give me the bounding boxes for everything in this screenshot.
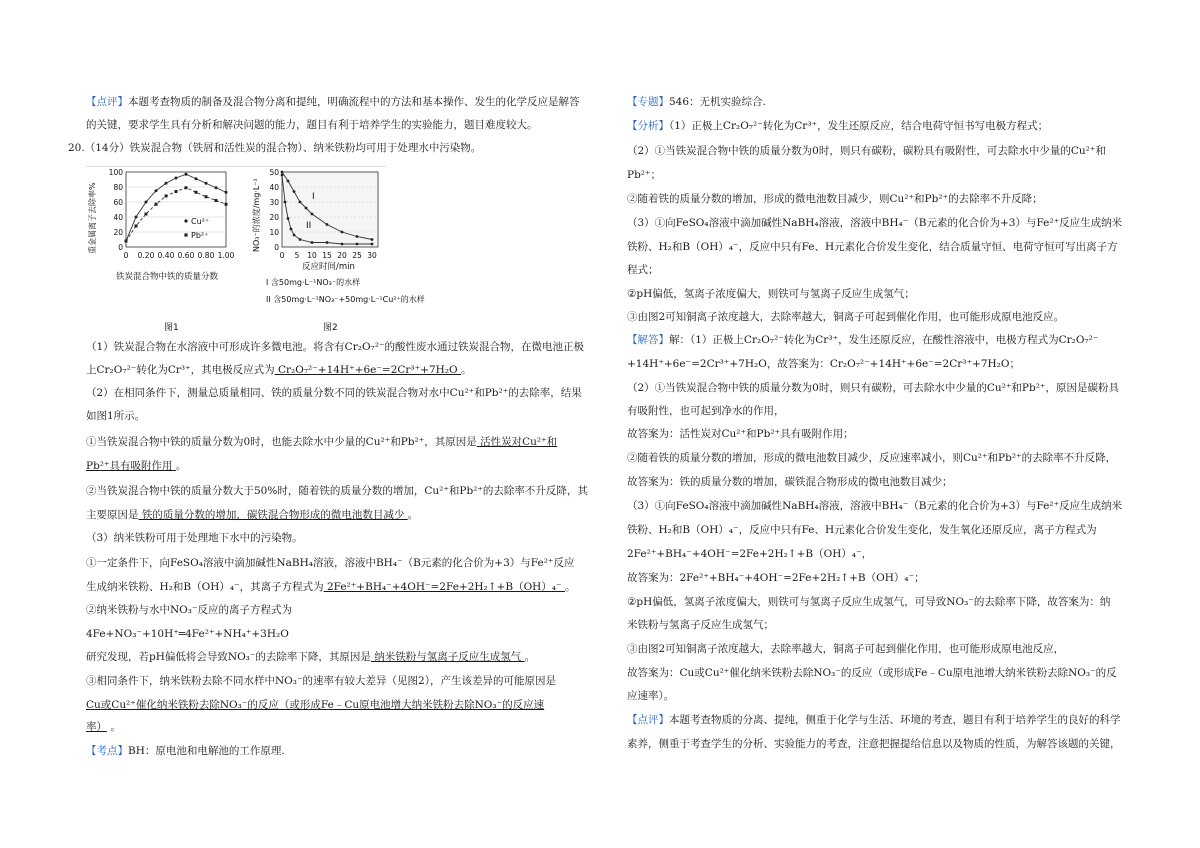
- fig2-xtick: 30: [367, 251, 377, 260]
- fig2-xtick: 5: [294, 251, 300, 260]
- fig2-ylabel: NO₃⁻的浓度/mg·L⁻¹: [252, 178, 261, 252]
- fig2-note-II: II 含50mg·L⁻¹NO₃⁻+50mg·L⁻¹Cu²⁺的水样: [266, 295, 425, 304]
- answer-2-1a: 活性炭对Cu²⁺和: [476, 436, 558, 448]
- jieda-line-16: 应速率）。: [627, 690, 675, 702]
- fenxi-line-9: ③由图2可知铜离子浓度越大，去除率越大，铜离子可起到催化作用，也可能形成原电池反应。: [627, 311, 1065, 323]
- fig1-cu-point: [145, 201, 148, 204]
- fig1-pb-point: [205, 195, 208, 198]
- fig1-cu-point: [185, 173, 188, 176]
- jieda-line-12: ②pH偏低，氢离子浓度偏大，则铁可与氢离子反应生成氢气，可导致NO₃⁻的去除率下降，故答案为：纳: [627, 596, 1111, 608]
- p3-line-c: [86, 576, 575, 599]
- fig2-ytick: 10: [269, 228, 279, 237]
- dianping-bracket: 【点评】: [627, 714, 669, 726]
- fig1-pb-point: [145, 213, 148, 216]
- answer-2-1b: Pb²⁺具有吸附作用: [86, 460, 176, 472]
- fig2-xlabel: 反应时间/min: [302, 262, 355, 272]
- fig2-xtick: 10: [307, 251, 317, 260]
- fig1-xtick: 0.60: [177, 251, 195, 260]
- fenxi-line-5: （3）①向FeSO₄溶液中滴加碱性NaBH₄溶液，溶液中BH₄⁻（B元素的化合价为+3）与Fe²⁺反应生成纳米: [627, 217, 1123, 229]
- fig2-II-point: [341, 243, 344, 246]
- fig2-II-point: [287, 217, 290, 220]
- fig1-pb-point: [155, 203, 158, 206]
- figures: [86, 166, 425, 338]
- fenxi-line-3: Pb²⁺；: [627, 169, 662, 181]
- p3c-suffix: 。: [564, 581, 576, 593]
- fig2-I-point: [356, 235, 359, 238]
- fig2-II-point: [371, 243, 374, 246]
- fig1-cu-point: [215, 186, 218, 189]
- fenxi-line-2: （2）①当铁炭混合物中铁的质量分数为0时，则只有碳粉，碳粉具有吸附性，可去除水中少量的Cu²⁺和: [627, 145, 1106, 157]
- comment-bracket: 【点评】: [86, 96, 128, 108]
- dianping-line-1: [627, 709, 1121, 732]
- fig1-pb-point: [195, 191, 198, 194]
- answer-3-3b: 率）: [86, 721, 107, 733]
- p3-line-e: 4Fe+NO₃⁻+10H⁺═4Fe²⁺+NH₄⁺+3H₂O: [86, 628, 289, 640]
- answer-3-3a: Cu或Cu²⁺催化纳米铁粉去除NO₃⁻的反应（或形成Fe﹣Cu原电池增大纳米铁粉去除NO₃⁻的反应速: [86, 699, 545, 711]
- zhuanti-text: 546：无机实验综合.: [669, 96, 766, 108]
- fig1-ytick: 0: [118, 243, 123, 252]
- p3c-prefix: 生成纳米铁粉、H₂和B（OH）₄⁻，其离子方程式为: [86, 581, 324, 593]
- jieda-line-7: 故答案为：铁的质量分数的增加，碳铁混合物形成的微电池数目减少；: [627, 476, 953, 488]
- p3-line-d: ②纳米铁粉与水中NO₃⁻反应的离子方程式为: [86, 604, 293, 616]
- p2-line-c: [86, 431, 557, 454]
- fig2-caption: 图2: [323, 323, 338, 333]
- fig1-legend-cu: Cu²⁺: [191, 217, 210, 226]
- question-stem: （14分）铁炭混合物（铁屑和活性炭的混合物）、纳米铁粉均可用于处理水中污染物。: [84, 142, 482, 154]
- jieda-line-4: 有吸附性，也可起到净水的作用，: [627, 405, 785, 417]
- fig2-label-II: II: [306, 221, 312, 231]
- fig2-xtick: 20: [337, 251, 347, 260]
- p2f-suffix: 。: [407, 509, 419, 521]
- jieda-line-2: +14H⁺+6e⁻=2Cr³⁺+7H₂O，故答案为：Cr₂O₇²⁻+14H⁺+6e⁻=2Cr³⁺+7H₂O；: [627, 358, 1020, 370]
- fig1-legend-cu-marker: [184, 219, 187, 222]
- fenxi-text-1: （1）正极上Cr₂O₇²⁻转化为Cr³⁺，发生还原反应，结合电荷守恒书写电极方程式；: [669, 120, 1049, 132]
- p1-prefix: 上Cr₂O₇²⁻转化为Cr³⁺，其电极反应式为: [86, 364, 275, 376]
- p2-line-d: [86, 455, 186, 478]
- fig2-ytick: 30: [269, 198, 279, 207]
- fig1-ytick: 40: [113, 213, 123, 222]
- jieda-line-15: 故答案为：Cu或Cu²⁺催化纳米铁粉去除NO₃⁻的反应（或形成Fe﹣Cu原电池增大纳米铁粉去除NO₃⁻的反: [627, 667, 1117, 679]
- p3f-suffix: 。: [524, 651, 536, 663]
- fig1-cu-point: [165, 182, 168, 185]
- answer-3-2: 纳米铁粉与氢离子反应生成氢气: [370, 651, 525, 663]
- fig2-I-point: [305, 207, 308, 210]
- p2-line-a: （2）在相同条件下，测量总质量相同、铁的质量分数不同的铁炭混合物对水中Cu²⁺和Pb²⁺的去除率，结果: [86, 387, 582, 399]
- fenxi-line-4: ②随着铁的质量分数的增加，形成的微电池数目减少，则Cu²⁺和Pb²⁺的去除率不升反降；: [627, 193, 1043, 205]
- jieda-line-1: [627, 329, 1098, 352]
- fig2-II-point: [326, 241, 329, 244]
- jieda-bracket: 【解答】: [627, 334, 669, 346]
- answer-1: Cr₂O₇²⁻+14H⁺+6e⁻=2Cr³⁺+7H₂O: [274, 364, 461, 376]
- fig2-note-I: I 含50mg·L⁻¹NO₃⁻的水样: [266, 278, 361, 287]
- comment-line-1: [86, 91, 580, 114]
- fig1-pb-point: [185, 186, 188, 189]
- fig2-xtick: 25: [352, 251, 362, 260]
- p3f-prefix: 研究发现，若pH偏低将会导致NO₃⁻的去除率下降，其原因是: [86, 651, 371, 663]
- p3-line-a: （3）纳米铁粉可用于处理地下水中的污染物。: [86, 532, 303, 544]
- fig2-I-point: [326, 223, 329, 226]
- fig1-pb-point: [225, 203, 228, 206]
- fig1-caption: 图1: [164, 323, 179, 333]
- fig2-II-point: [293, 234, 296, 237]
- fig1-xtick: 1.00: [217, 251, 235, 260]
- zhuanti-line: [627, 91, 766, 114]
- p3-line-f: [86, 646, 535, 669]
- fig1-pb-point: [135, 225, 138, 228]
- p3-line-h: [86, 694, 544, 717]
- fig2-I-point: [287, 180, 290, 183]
- jieda-line-8: （3）①向FeSO₄溶液中滴加碱性NaBH₄溶液，溶液中BH₄⁻（B元素的化合价为+3）与Fe²⁺反应生成纳米: [627, 500, 1123, 512]
- fig2-frame: [282, 172, 378, 247]
- kaodian-line: [86, 740, 285, 763]
- fig1-xtick: 0.20: [137, 251, 155, 260]
- p2c-prefix: ①当铁炭混合物中铁的质量分数为0时，也能去除水中少量的Cu²⁺和Pb²⁺，其原因是: [86, 436, 477, 448]
- kaodian-bracket: 【考点】: [86, 745, 128, 757]
- fig1-ytick: 20: [113, 228, 123, 237]
- jieda-line-10: 2Fe²⁺+BH₄⁻+4OH⁻=2Fe+2H₂↑+B（OH）₄⁻，: [627, 548, 873, 560]
- fig1-legend-pb: Pb²⁺: [191, 231, 209, 240]
- jieda-text-1: 解：（1）正极上Cr₂O₇²⁻转化为Cr³⁺，发生还原反应，在酸性溶液中，电极方程式为Cr₂O₇²⁻: [669, 334, 1099, 346]
- jieda-line-6: ②随着铁的质量分数的增加，形成的微电池数目减少，反应速率减小，则Cu²⁺和Pb²⁺的去除率不升反降，: [627, 452, 1117, 464]
- fig2-II-point: [284, 201, 287, 204]
- dianping-text-1: 本题考查物质的分离、提纯，侧重于化学与生活、环境的考查，题目有利于培养学生的良好的科学: [669, 714, 1121, 726]
- fig2-ytick: 20: [269, 213, 279, 222]
- fig1-ytick: 80: [113, 183, 123, 192]
- fig1-pb-point: [165, 195, 168, 198]
- fig1-xtick: 0.80: [197, 251, 215, 260]
- fig1-pb-point: [175, 190, 178, 193]
- p2f-prefix: 主要原因是: [86, 509, 139, 521]
- fig2-I-point: [341, 231, 344, 234]
- fenxi-line-1: [627, 115, 1048, 138]
- fenxi-line-8: ②pH偏低，氢离子浓度偏大，则铁可与氢离子反应生成氢气；: [627, 288, 915, 300]
- fig2-ytick: 50: [269, 168, 279, 177]
- zhuanti-bracket: 【专题】: [627, 96, 669, 108]
- fig1-cu-point: [205, 182, 208, 185]
- fig2-II-point: [299, 238, 302, 241]
- fenxi-line-6: 铁粉、H₂和B（OH）₄⁻，反应中只有Fe、H元素化合价发生变化，结合质量守恒、电荷守恒可写出离子方: [627, 241, 1118, 253]
- p3-line-g: ③相同条件下，纳米铁粉去除不同水样中NO₃⁻的速率有较大差异（见图2），产生该差异的可能原因是: [86, 675, 556, 687]
- jieda-line-13: 米铁粉与氢离子反应生成氢气；: [627, 619, 774, 631]
- fig1-legend-pb-marker: [184, 233, 187, 236]
- comment-text-1: 本题考查物质的制备及混合物分离和提纯，明确流程中的方法和基本操作、发生的化学反应是解答: [128, 96, 580, 108]
- fig1-xlabel: 铁炭混合物中铁的质量分数: [116, 272, 219, 282]
- question-number: 20.: [68, 142, 85, 154]
- dianping-line-2: 素养，侧重于考查学生的分析、实验能力的考查，注意把握提给信息以及物质的性质，为解答该题的关键，: [627, 738, 1121, 750]
- fig2-II-point: [281, 174, 284, 177]
- jieda-line-14: ③由图2可知铜离子浓度越大，去除率越大，铜离子可起到催化作用，也可能形成原电池反应，: [627, 643, 1065, 655]
- jieda-line-11: 故答案为：2Fe²⁺+BH₄⁻+4OH⁻=2Fe+2H₂↑+B（OH）₄⁻；: [627, 572, 925, 584]
- kaodian-text: BH：原电池和电解池的工作原理.: [128, 745, 285, 757]
- fig1-cu-point: [225, 191, 228, 194]
- fenxi-line-7: 程式；: [627, 264, 659, 276]
- fig2-I-point: [299, 201, 302, 204]
- jieda-line-3: （2）①当铁炭混合物中铁的质量分数为0时，则只有碳粉，可去除水中少量的Cu²⁺和Pb²⁺，原因是碳粉具: [627, 382, 1119, 394]
- fig2-I-point: [311, 213, 314, 216]
- fig1-pb-line: [126, 188, 226, 241]
- answer-3-1: 2Fe²⁺+BH₄⁻+4OH⁻=2Fe+2H₂↑+B（OH）₄⁻: [323, 581, 565, 593]
- fig1-cu-point: [175, 177, 178, 180]
- question-header: [68, 137, 481, 160]
- figure-2: [251, 168, 425, 333]
- p1-line-b: [86, 359, 471, 382]
- fig1-ylabel: 重金属离子去除率%: [88, 182, 97, 254]
- p2-line-e: ②当铁炭混合物中铁的质量分数大于50%时，随着铁的质量分数的增加，Cu²⁺和Pb²⁺的去除率不升反降，其: [86, 485, 588, 497]
- fig2-I-point: [293, 190, 296, 193]
- fig1-xtick: 0.40: [157, 251, 175, 260]
- fig1-cu-point: [155, 189, 158, 192]
- fig1-cu-point: [195, 177, 198, 180]
- p3-line-i: [86, 716, 121, 739]
- fig1-cu-line: [126, 174, 226, 241]
- fig1-pb-point: [125, 240, 128, 243]
- fig2-ytick: 40: [269, 183, 279, 192]
- fig1-ytick: 60: [113, 198, 123, 207]
- p2d-suffix: 。: [175, 460, 187, 472]
- p1-suffix: 。: [460, 364, 472, 376]
- fig1-cu-point: [135, 216, 138, 219]
- fig1-xtick: 0: [123, 251, 129, 260]
- fig2-xtick: 0: [279, 251, 285, 260]
- fig2-II-point: [356, 243, 359, 246]
- p1-line-a: （1）铁炭混合物在水溶液中可形成许多微电池。将含有Cr₂O₇²⁻的酸性废水通过铁炭混合物，在微电池正极: [86, 341, 585, 353]
- fig2-label-I: I: [312, 192, 315, 202]
- fig2-I-point: [281, 171, 284, 174]
- answer-2-2: 铁的质量分数的增加，碳铁混合物形成的微电池数目减少: [138, 509, 408, 521]
- figure-1: [87, 168, 235, 333]
- comment-line-2: 的关键，要求学生具有分析和解决问题的能力，题目有利于培养学生的实验能力，题目难度较大。: [86, 119, 538, 131]
- p3-line-b: ①一定条件下，向FeSO₄溶液中滴加碱性NaBH₄溶液，溶液中BH₄⁻（B元素的化合价为+3）与Fe²⁺反应: [86, 557, 575, 569]
- fig1-pb-point: [215, 199, 218, 202]
- fig2-xtick: 15: [322, 251, 332, 260]
- fig2-II-point: [290, 228, 293, 231]
- p2-line-b: 如图1所示。: [86, 410, 146, 422]
- jieda-line-9: 铁粉、H₂和B（OH）₄⁻，反应中只有Fe、H元素化合价发生变化，发生氧化还原反应，离子方程式为: [627, 524, 1097, 536]
- fenxi-bracket: 【分析】: [627, 120, 669, 132]
- fig2-II-point: [311, 241, 314, 244]
- jieda-line-5: 故答案为：活性炭对Cu²⁺和Pb²⁺具有吸附作用；: [627, 428, 854, 440]
- fig2-I-point: [371, 238, 374, 241]
- p3i-suffix: 。: [107, 721, 121, 733]
- fig1-ytick: 100: [108, 168, 123, 177]
- fig2-ytick: 0: [274, 243, 279, 252]
- p2-line-f: [86, 504, 418, 527]
